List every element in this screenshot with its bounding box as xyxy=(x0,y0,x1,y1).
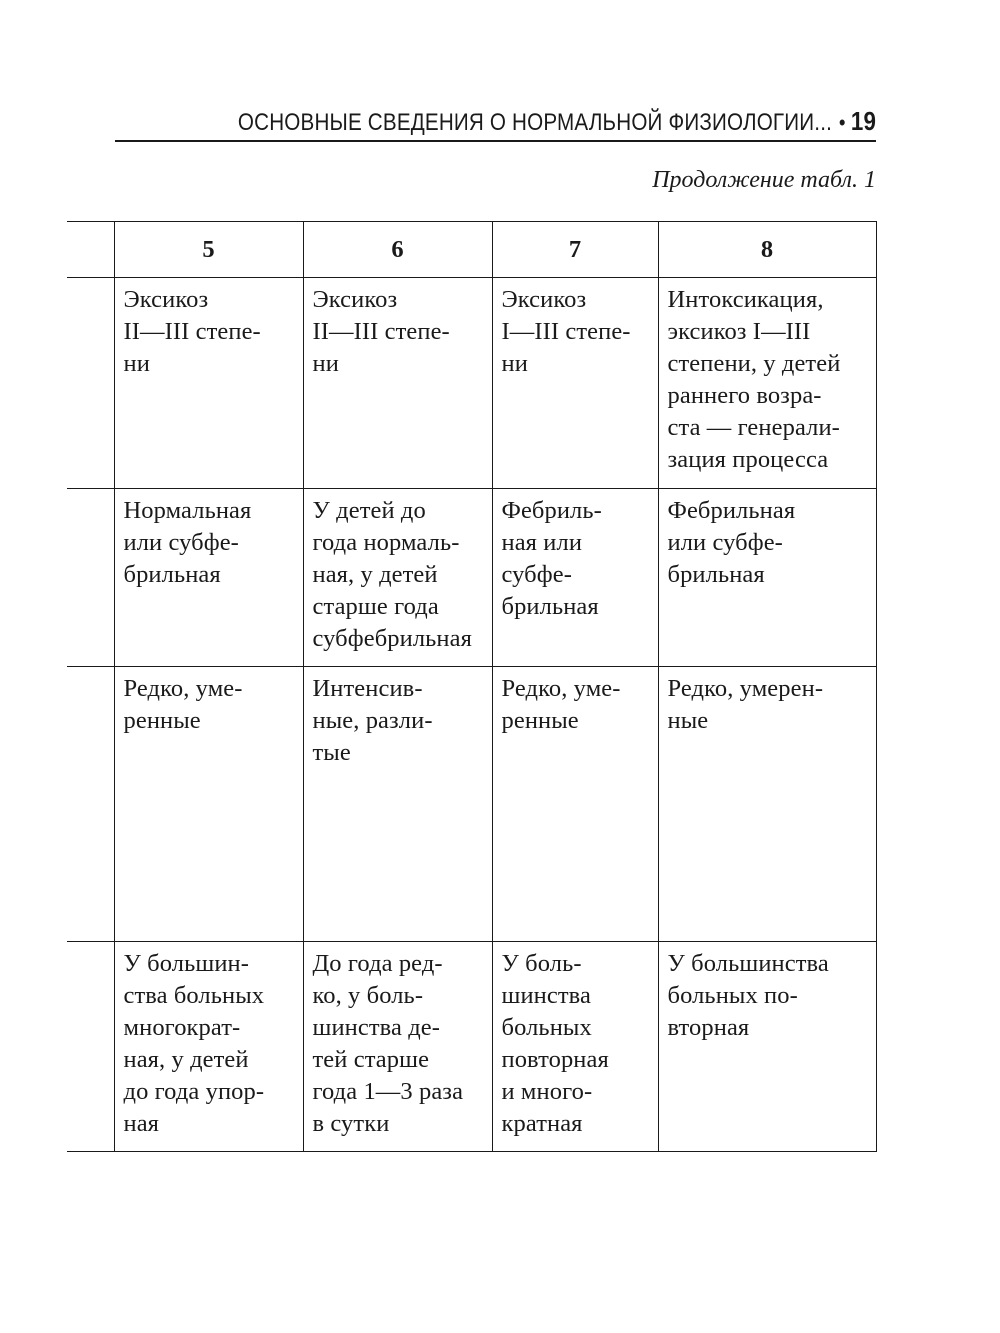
page-header xyxy=(115,98,876,142)
cell-text: Редко, уме- ренные xyxy=(123,675,243,734)
table-cell xyxy=(303,278,492,489)
cell-text: У большинства больных по- вторная xyxy=(667,950,829,1041)
cell-text: Редко, умерен- ные xyxy=(667,675,824,734)
table-cell xyxy=(67,667,114,942)
table-cell xyxy=(658,278,876,489)
table-cell xyxy=(492,667,658,942)
cell-text: Интенсив- ные, разли- тые xyxy=(312,675,433,766)
table-cell xyxy=(114,667,303,942)
table-cell xyxy=(114,278,303,489)
column-header: 8 xyxy=(658,222,876,278)
cell-text: До года ред- ко, у боль- шинства де- тей старше года 1—3 раза в сутки xyxy=(312,950,464,1137)
cell-text: Интоксикация, эксикоз I—III степени, у детей раннего возра- ста — генерали- зация процесса xyxy=(667,286,841,473)
table-cell xyxy=(67,489,114,667)
table-cell xyxy=(303,667,492,942)
table-cell xyxy=(67,278,114,489)
cell-text: У большин- ства больных многократ- ная, у детей до года упор- ная xyxy=(123,950,265,1137)
table-cell xyxy=(492,489,658,667)
table-continuation-label: Продолжение табл. 1 xyxy=(652,167,876,193)
running-header xyxy=(238,106,876,137)
table-cell xyxy=(658,942,876,1152)
cell-text: Фебриль- ная или субфе- брильная xyxy=(501,497,602,620)
table-cell xyxy=(114,942,303,1152)
data-table xyxy=(67,221,877,1152)
table-row xyxy=(67,667,876,942)
table-row xyxy=(67,489,876,667)
column-header xyxy=(67,222,114,278)
cell-text: Редко, уме- ренные xyxy=(501,675,621,734)
cell-text: У детей до года нормаль- ная, у детей старше года субфебрильная xyxy=(312,497,472,652)
cell-text: Эксикоз II—III степе- ни xyxy=(312,286,450,377)
column-header: 6 xyxy=(303,222,492,278)
cell-text: Фебрильная или субфе- брильная xyxy=(667,497,796,588)
table-cell xyxy=(492,942,658,1152)
column-header: 7 xyxy=(492,222,658,278)
cell-text: Эксикоз II—III степе- ни xyxy=(123,286,261,377)
bullet-icon: • xyxy=(838,110,846,135)
table-cell xyxy=(303,942,492,1152)
table-row xyxy=(67,942,876,1152)
table-cell xyxy=(114,489,303,667)
cell-text: Эксикоз I—III степе- ни xyxy=(501,286,631,377)
cell-text: У боль- шинства больных повторная и много- кратная xyxy=(501,950,609,1137)
cell-text: Нормальная или субфе- брильная xyxy=(123,497,252,588)
table-cell xyxy=(67,942,114,1152)
table-cell xyxy=(492,278,658,489)
page-number: 19 xyxy=(850,106,876,136)
column-header: 5 xyxy=(114,222,303,278)
table-cell xyxy=(658,489,876,667)
table-cell xyxy=(303,489,492,667)
running-title: ОСНОВНЫЕ СВЕДЕНИЯ О НОРМАЛЬНОЙ ФИЗИОЛОГИИ... xyxy=(237,109,832,136)
table-cell xyxy=(658,667,876,942)
table-header-row xyxy=(67,222,876,278)
table-row xyxy=(67,278,876,489)
